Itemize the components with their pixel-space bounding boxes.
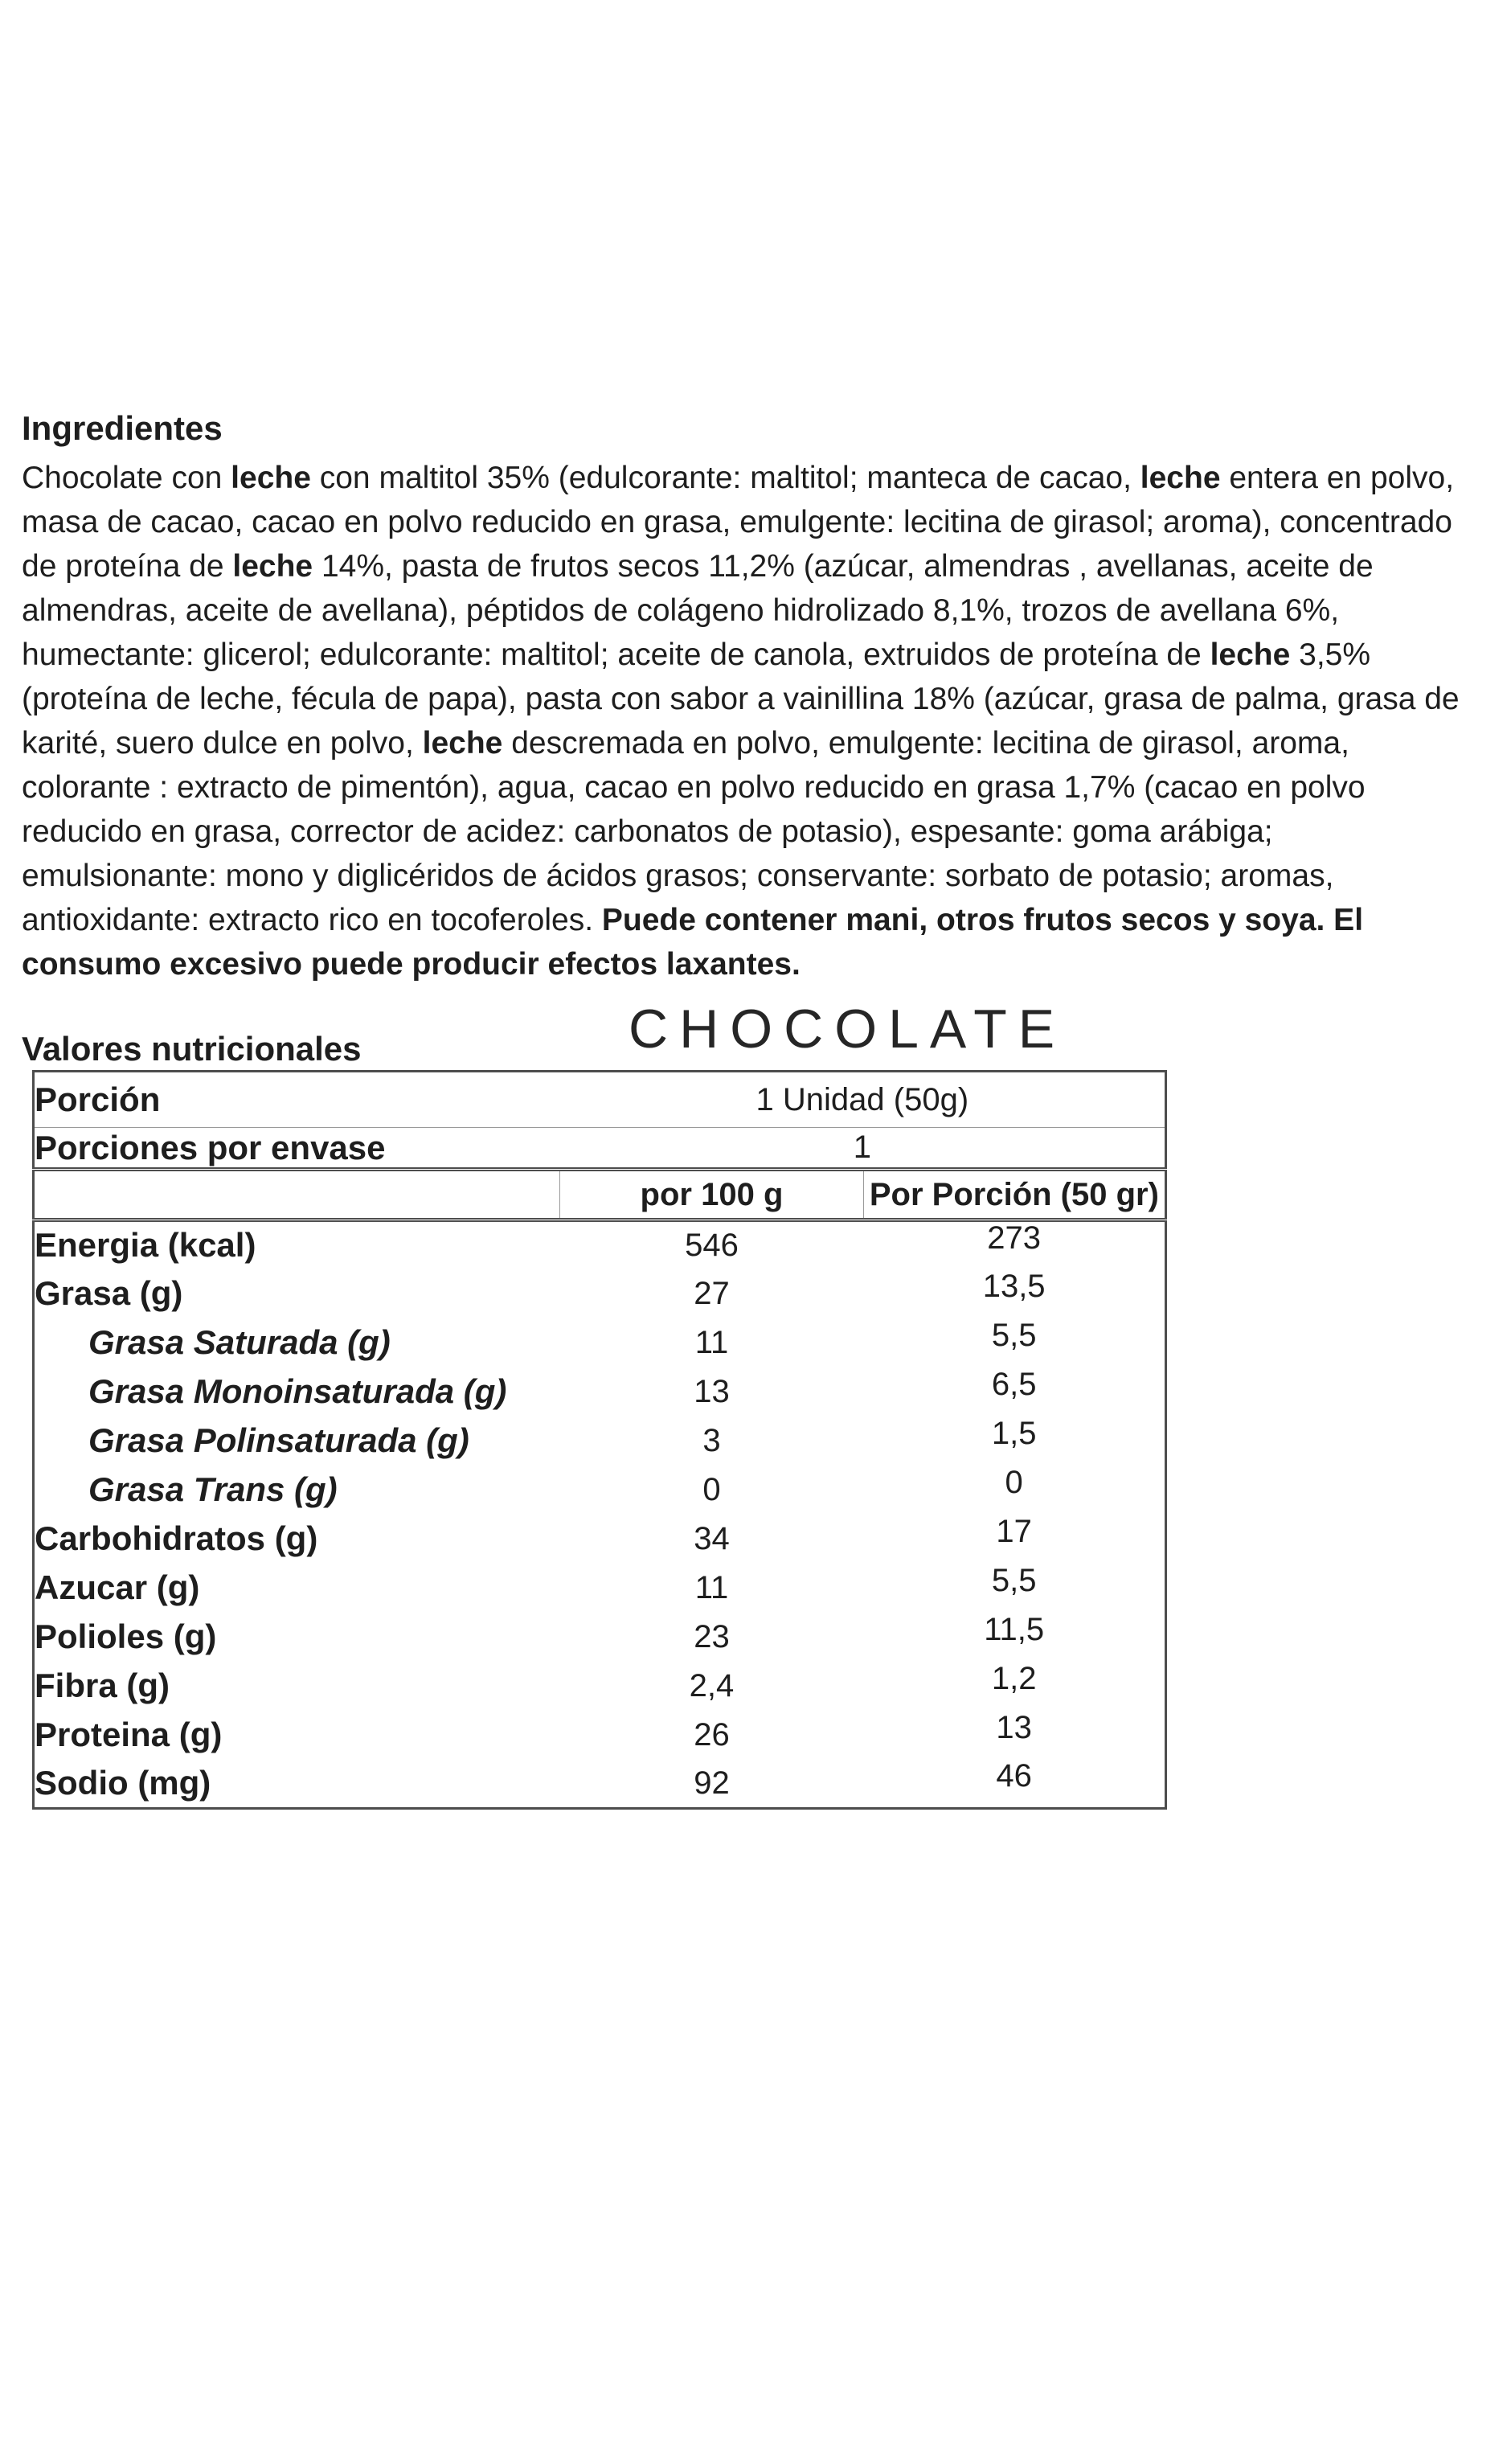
value-per-100g: 3 (702, 1422, 721, 1458)
info-row-value: 1 (560, 1128, 1166, 1170)
value-per-100g: 34 (694, 1520, 730, 1556)
info-row-label: Porción (34, 1072, 560, 1128)
value-per-100g: 92 (694, 1765, 730, 1801)
value-per-portion-text: 17 (996, 1513, 1032, 1549)
value-per-100g: 11 (694, 1324, 729, 1360)
nutrient-label: Polioles (g) (35, 1617, 217, 1655)
nutrient-label: Azucar (g) (35, 1568, 200, 1606)
nutrient-label: Grasa Trans (g) (88, 1470, 338, 1508)
value-per-portion-text: 5,5 (991, 1562, 1037, 1598)
nutrient-label: Sodio (mg) (35, 1764, 211, 1802)
value-per-portion (863, 1613, 1165, 1662)
value-per-100g: 26 (694, 1716, 730, 1753)
value-per-portion-text: 1,5 (991, 1415, 1037, 1451)
value-per-portion (863, 1515, 1165, 1564)
value-per-portion-text: 1,2 (991, 1660, 1037, 1696)
table-row (34, 1269, 1166, 1318)
table-row (34, 1416, 1166, 1466)
nutrient-label: Grasa (g) (35, 1274, 183, 1312)
table-row (34, 1367, 1166, 1416)
value-per-100g: 2,4 (689, 1667, 735, 1703)
value-per-portion-text: 13,5 (982, 1268, 1046, 1304)
value-per-100g: 13 (694, 1373, 730, 1409)
nutrition-title-row (22, 998, 1511, 1070)
ingredients-segment: Chocolate con (22, 461, 231, 495)
nutrient-label: Grasa Monoinsaturada (g) (88, 1372, 507, 1410)
table-row (34, 1220, 1166, 1269)
value-per-portion (863, 1318, 1165, 1367)
value-per-portion-text: 46 (996, 1757, 1032, 1794)
ingredients-bold-segment: Puede contener mani, otros frutos secos y soya. El consumo excesivo puede producir efectos laxantes. (22, 903, 1364, 982)
ingredients-bold-segment: leche (1210, 638, 1291, 672)
nutrient-label: Grasa Polinsaturada (g) (88, 1421, 469, 1459)
table-row (34, 1711, 1166, 1760)
product-title: CHOCOLATE (629, 998, 1067, 1060)
value-per-100g: 23 (694, 1618, 730, 1654)
table-info-row (34, 1072, 1166, 1128)
value-per-portion (863, 1269, 1165, 1318)
info-row-value: 1 Unidad (50g) (560, 1072, 1166, 1128)
nutrition-values-label: Valores nutricionales (22, 1030, 362, 1068)
value-per-portion (863, 1711, 1165, 1760)
value-per-100g: 0 (702, 1471, 721, 1507)
value-per-portion (863, 1662, 1165, 1711)
header-per-100g: por 100 g (560, 1170, 864, 1220)
ingredients-paragraph (22, 456, 1468, 986)
nutrient-label: Fibra (g) (35, 1667, 170, 1704)
nutrient-label: Carbohidratos (g) (35, 1519, 318, 1557)
table-row (34, 1515, 1166, 1564)
value-per-100g: 27 (694, 1275, 730, 1311)
header-empty-cell (34, 1170, 560, 1220)
table-header-row (34, 1170, 1166, 1220)
nutrient-label: Grasa Saturada (g) (88, 1323, 391, 1361)
info-row-label: Porciones por envase (34, 1128, 560, 1170)
ingredients-heading: Ingredientes (22, 409, 223, 447)
table-row (34, 1318, 1166, 1367)
ingredients-bold-segment: leche (231, 461, 311, 495)
nutrient-label: Energia (kcal) (35, 1226, 256, 1265)
nutrition-table (32, 1070, 1167, 1810)
ingredients-segment: 3,5% (proteína de leche, fécula de papa), pasta con sabor a vainillina 18% (azúcar, grasa de palma, grasa de karité, suero dulce en polvo, (22, 638, 1460, 761)
value-per-portion (863, 1466, 1165, 1515)
value-per-portion (863, 1564, 1165, 1613)
table-row (34, 1613, 1166, 1662)
value-per-portion (863, 1367, 1165, 1416)
ingredients-segment: con maltitol 35% (edulcorante: maltitol; manteca de cacao, (310, 461, 1140, 495)
ingredients-bold-segment: leche (422, 726, 503, 761)
value-per-portion (863, 1220, 1165, 1269)
table-row (34, 1760, 1166, 1809)
value-per-100g: 11 (694, 1569, 729, 1605)
table-row (34, 1466, 1166, 1515)
nutrient-label: Proteina (g) (35, 1716, 223, 1753)
ingredients-segment: entera en polvo, masa de cacao, cacao en polvo reducido en grasa, emulgente: lecitina de girasol; aroma), concentrado de proteína de (22, 461, 1455, 584)
table-row (34, 1662, 1166, 1711)
value-per-portion (863, 1416, 1165, 1466)
ingredients-segment: descremada en polvo, emulgente: lecitina de girasol, aroma, colorante : extracto de pimentón), agua, cacao en polvo reducido en grasa 1,7% (cacao en polvo reducido en grasa, corrector de acidez: carbonatos de potasio), espesante: goma arábiga; emulsionante: mono y diglicéridos de ácidos grasos; conservante: sorbato de potasio; aromas, antioxidante: extracto rico en tocoferoles. (22, 726, 1366, 937)
ingredients-bold-segment: leche (232, 549, 313, 584)
table-row (34, 1564, 1166, 1613)
value-per-portion-text: 5,5 (991, 1317, 1037, 1353)
ingredients-segment: 14%, pasta de frutos secos 11,2% (azúcar, almendras , avellanas, aceite de almendras, aceite de avellana), péptidos de colágeno hidrolizado 8,1%, trozos de avellana 6%, humectante: glicerol; edulcorante: maltitol; aceite de canola, extruidos de proteína de (22, 549, 1374, 672)
value-per-portion-text: 11,5 (984, 1611, 1045, 1647)
value-per-portion-text: 6,5 (991, 1366, 1037, 1402)
value-per-100g: 546 (685, 1227, 739, 1263)
value-per-portion-text: 0 (1005, 1464, 1023, 1500)
nutrition-table-body (34, 1072, 1166, 1809)
value-per-portion-text: 13 (996, 1709, 1032, 1745)
value-per-portion (863, 1757, 1165, 1809)
header-per-portion: Por Porción (50 gr) (863, 1170, 1165, 1220)
document-page (0, 406, 1511, 2464)
value-per-portion-text: 273 (987, 1220, 1042, 1256)
ingredients-bold-segment: leche (1140, 461, 1221, 495)
table-info-row (34, 1128, 1166, 1170)
